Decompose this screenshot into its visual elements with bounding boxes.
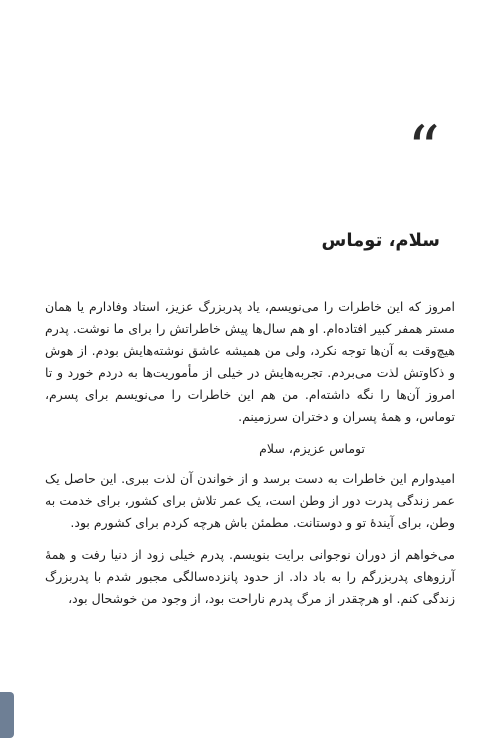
quotation-mark-icon: “ bbox=[407, 113, 440, 187]
paragraph-hope: امیدوارم این خاطرات به دست برسد و از خواندن آن لذت ببری. این حاصل یک عمر زندگی پدرت دور از وطن است، یک عمر تلاش برای کشور، برای خدمت به وطن، برای آیندهٔ تو و دوستانت. مطمئن باش هرچه کردم برای کشورم بود. bbox=[45, 471, 455, 530]
paragraph-youth: می‌خواهم از دوران نوجوانی برایت بنویسم. پدرم خیلی زود از دنیا رفت و همهٔ آرزوهای پدربزرگم را به باد داد. از حدود پانزده‌سالگی مجبور شدم با پدربزرگ زندگی کنم. او هرچقدر از مرگ پدرم ناراحت بود، از وجود من خوشحال بود، bbox=[45, 547, 455, 606]
body-text bbox=[45, 296, 455, 620]
publisher-logo-icon bbox=[0, 692, 14, 738]
greeting-line: توماس عزیزم، سلام bbox=[259, 441, 365, 456]
paragraph-intro: امروز که این خاطرات را می‌نویسم، یاد پدربزرگ عزیز، استاد وفادارم یا همان مستر همفر کبیر افتاده‌ام. او هم سال‌ها پیش خاطراتش را برای ما نوشت. پدرم هیچ‌وقت به آن‌ها توجه نکرد، ولی من همیشه عاشق نوشته‌هایش بودم. از هوش و ذکاوتش لذت می‌بردم. تجربه‌هایش در خیلی از مأموریت‌ها به دردم خورد و تا امروز آن‌ها را نگه داشته‌ام. من هم این خاطرات را می‌نویسم برای پسرم، توماس، و همهٔ پسران و دختران سرزمینم. bbox=[45, 299, 455, 424]
chapter-heading: سلام، توماس bbox=[321, 230, 440, 251]
